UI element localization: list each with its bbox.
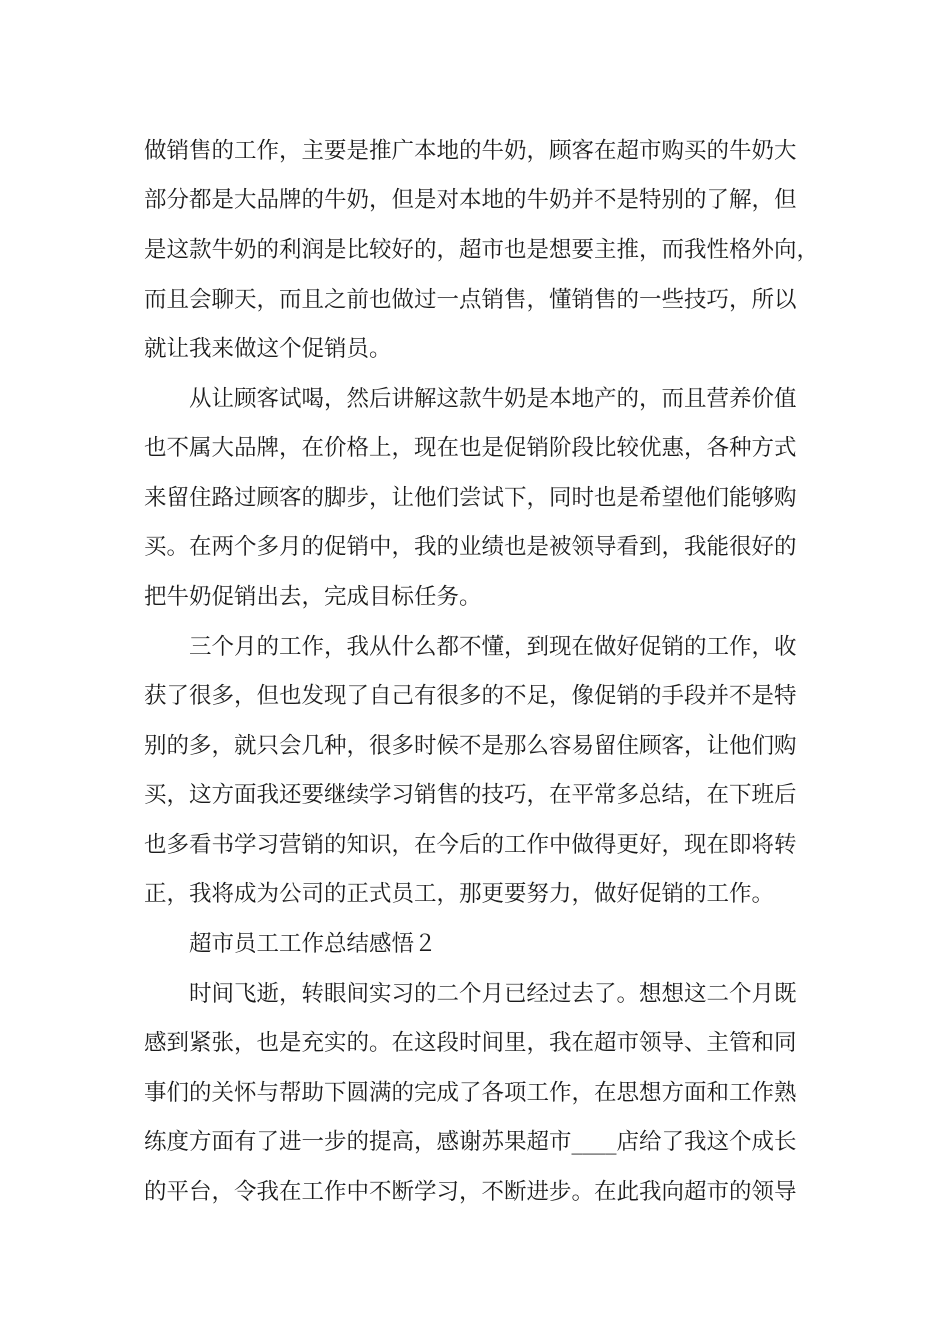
section-heading: 超市员工工作总结感悟２ — [189, 931, 437, 957]
text-line: 来留住路过顾客的脚步，让他们尝试下，同时也是希望他们能够购 — [144, 485, 797, 511]
text-line: 事们的关怀与帮助下圆满的完成了各项工作，在思想方面和工作熟 — [144, 1080, 797, 1106]
text-line: 也多看书学习营销的知识，在今后的工作中做得更好，现在即将转 — [144, 832, 797, 858]
text-line: 把牛奶促销出去，完成目标任务。 — [144, 584, 482, 610]
text-line: 就让我来做这个促销员。 — [144, 336, 392, 362]
text-line: 练度方面有了进一步的提高，感谢苏果超市____店给了我这个成长 — [144, 1129, 797, 1155]
paragraph-start-line: 时间飞逝，转眼间实习的二个月已经过去了。想想这二个月既 — [189, 981, 797, 1007]
text-line: 而且会聊天，而且之前也做过一点销售，懂销售的一些技巧，所以 — [144, 287, 797, 313]
text-line: 是这款牛奶的利润是比较好的，超市也是想要主推，而我性格外向， — [144, 237, 820, 263]
text-line: 感到紧张，也是充实的。在这段时间里，我在超市领导、主管和同 — [144, 1030, 797, 1056]
text-line: 部分都是大品牌的牛奶，但是对本地的牛奶并不是特别的了解，但 — [144, 187, 797, 213]
paragraph-start-line: 三个月的工作，我从什么都不懂，到现在做好促销的工作，收 — [189, 634, 797, 660]
paragraph-start-line: 从让顾客试喝，然后讲解这款牛奶是本地产的，而且营养价值 — [189, 386, 797, 412]
text-line: 正，我将成为公司的正式员工，那更要努力，做好促销的工作。 — [144, 881, 775, 907]
text-line: 买。在两个多月的促销中，我的业绩也是被领导看到，我能很好的 — [144, 534, 797, 560]
text-line: 做销售的工作，主要是推广本地的牛奶，顾客在超市购买的牛奶大 — [144, 138, 797, 164]
text-line: 的平台，令我在工作中不断学习，不断进步。在此我向超市的领导 — [144, 1179, 797, 1205]
text-line: 别的多，就只会几种，很多时候不是那么容易留住顾客，让他们购 — [144, 733, 797, 759]
text-line: 获了很多，但也发现了自己有很多的不足，像促销的手段并不是特 — [144, 683, 797, 709]
text-line: 也不属大品牌，在价格上，现在也是促销阶段比较优惠，各种方式 — [144, 435, 797, 461]
text-line: 买，这方面我还要继续学习销售的技巧，在平常多总结，在下班后 — [144, 782, 797, 808]
